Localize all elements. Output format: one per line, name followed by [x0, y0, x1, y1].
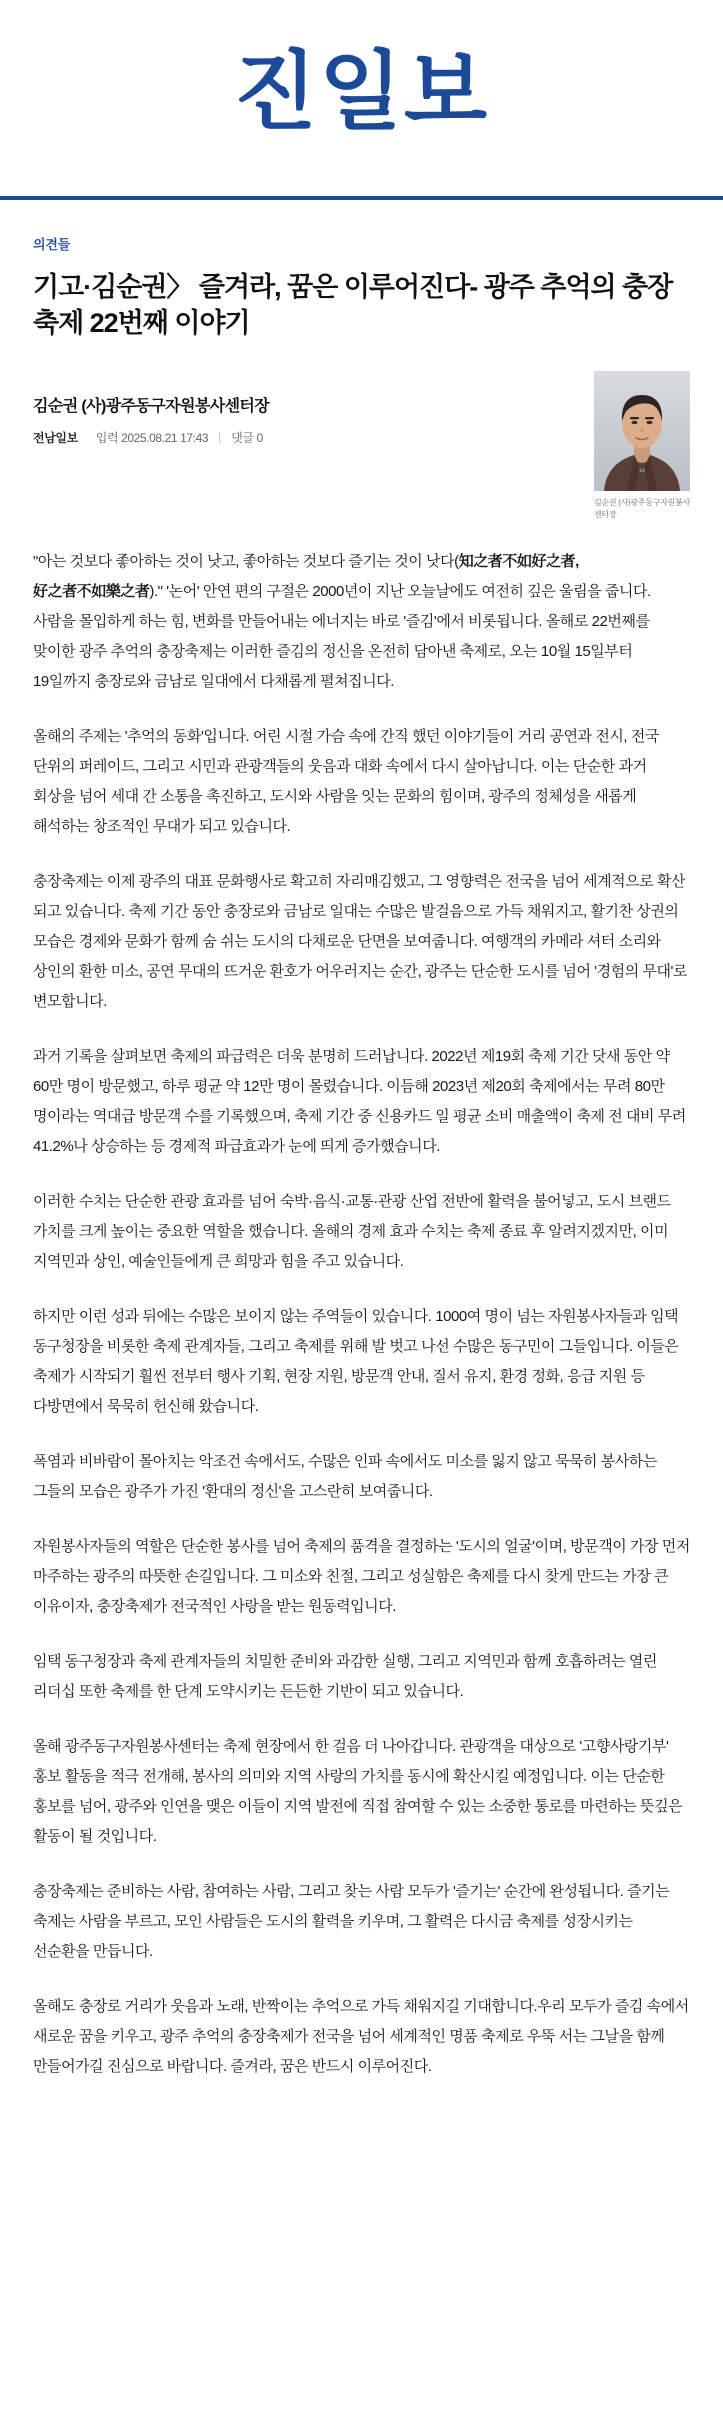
published-timestamp: 입력 2025.08.21 17:43	[95, 431, 209, 446]
portrait-illustration	[594, 371, 690, 491]
paragraph-text: 이러한 수치는 단순한 관광 효과를 넘어 숙박·음식·교통·관광 산업 전반에 활력을 불어넣고, 도시 브랜드 가치를 크게 높이는 중요한 역할을 했습니다. 올해의 경제 효과 수치는 축제 종료 후 알려지겠지만, 이미 지역민과 상인, 예술인들에게 큰 희망과 힘을 주고 있습니다.	[33, 1192, 671, 1270]
article-paragraph	[33, 1447, 690, 1507]
paragraph-text: 올해도 충장로 거리가 웃음과 노래, 반짝이는 추억으로 가득 채워지길 기대합니다.우리 모두가 즐김 속에서 새로운 꿈을 키우고, 광주 추억의 충장축제가 전국을 넘어 세계적인 명품 축제로 우뚝 서는 그날을 함께 만들어가길 진심으로 바랍니다. 즐겨라, 꿈은 반드시 이루어진다.	[33, 1997, 689, 2075]
article-meta	[33, 429, 580, 446]
page-title: 기고·김순권〉 즐겨라, 꿈은 이루어진다- 광주 추억의 충장축제 22번째 이야기	[33, 272, 673, 339]
paragraph-text: 올해의 주제는 '추억의 동화'입니다. 어린 시절 가슴 속에 간직 했던 이야기들이 거리 공연과 전시, 전국 단위의 퍼레이드, 그리고 시민과 관광객들의 웃음과 대화 속에서 다시 살아납니다. 이는 단순한 과거 회상을 넘어 세대 간 소통을 촉진하고, 도시와 사람을 잇는 문화의 힘이며, 광주의 정체성을 새롭게 해석하는 창조적인 무대가 되고 있습니다.	[33, 727, 659, 835]
article-paragraph	[33, 547, 690, 697]
comment-count[interactable]: 댓글 0	[231, 431, 263, 446]
paragraph-text: 과거 기록을 살펴보면 축제의 파급력은 더욱 분명히 드러납니다. 2022년 제19회 축제 기간 닷새 동안 약 60만 명이 방문했고, 하루 평균 약 12만 명이 몰렸습니다. 이듬해 2023년 제20회 축제에서는 무려 80만 명이라는 역대급 방문객 수를 기록했으며, 축제 기간 중 신용카드 일 평균 소비 매출액이 축제 전 대비 무려 41.2%나 상승하는 등 경제적 파급효과가 눈에 띄게 증가했습니다.	[33, 1047, 686, 1155]
paragraph-text: 충장축제는 준비하는 사람, 참여하는 사람, 그리고 찾는 사람 모두가 '즐기는' 순간에 완성됩니다. 즐기는 축제는 사람을 부르고, 모인 사람들은 도시의 활력을 키우며, 그 활력은 다시금 축제를 성장시키는 선순환을 만듭니다.	[33, 1882, 670, 1960]
article-paragraph	[33, 722, 690, 842]
outlet-name[interactable]: 전남일보	[33, 431, 78, 446]
paragraph-text: "아는 것보다 좋아하는 것이 낫고, 좋아하는 것보다 즐기는 것이 낫다(	[33, 552, 459, 570]
article-paragraph	[33, 1732, 690, 1852]
paragraph-text: 폭염과 비바람이 몰아치는 악조건 속에서도, 수많은 인파 속에서도 미소를 잃지 않고 묵묵히 봉사하는 그들의 모습은 광주가 가진 '환대의 정신'을 고스란히 보여줍니다.	[33, 1452, 657, 1500]
byline-text-block	[33, 371, 580, 446]
article-paragraph	[33, 1532, 690, 1622]
article-paragraphs	[33, 547, 690, 2082]
author-name: 김순권 (사)광주동구자원봉사센터장	[33, 398, 270, 416]
article-body	[0, 234, 723, 2122]
paragraph-text: 하지만 이런 성과 뒤에는 수많은 보이지 않는 주역들이 있습니다. 1000여 명이 넘는 자원봉사자들과 임택 동구청장을 비롯한 축제 관계자들, 그리고 축제를 위해 발 벗고 나선 수많은 동구민이 그들입니다. 이들은 축제가 시작되기 훨씬 전부터 행사 기획, 현장 지원, 방문객 안내, 질서 유지, 환경 정화, 응급 지원 등 다방면에서 묵묵히 헌신해 왔습니다.	[33, 1307, 679, 1415]
site-logo[interactable]: 진일보	[233, 44, 490, 140]
paragraph-text: 올해 광주동구자원봉사센터는 축제 현장에서 한 걸음 더 나아갑니다. 관광객을 대상으로 '고향사랑기부' 홍보 활동을 적극 전개해, 봉사의 의미와 지역 사랑의 가치를 동시에 확산시킬 예정입니다. 이는 단순한 홍보를 넘어, 광주와 인연을 맺은 이들이 지역 발전에 직접 참여할 수 있는 소중한 통로를 마련하는 뜻깊은 활동이 될 것입니다.	[33, 1737, 683, 1845]
paragraph-text: 자원봉사자들의 역할은 단순한 봉사를 넘어 축제의 품격을 결정하는 '도시의 얼굴'이며, 방문객이 가장 먼저 마주하는 광주의 따뜻한 손길입니다. 그 미소와 친절, 그리고 성실함은 축제를 다시 찾게 만드는 가장 큰 이유이자, 충장축제가 전국적인 사랑을 받는 원동력입니다.	[33, 1537, 690, 1615]
photo-caption: 김순권 (사)광주동구자원봉사 센터장	[594, 498, 690, 519]
paragraph-text: 충장축제는 이제 광주의 대표 문화행사로 확고히 자리매김했고, 그 영향력은 전국을 넘어 세계적으로 확산 되고 있습니다. 축제 기간 동안 충장로와 금남로 일대는 수많은 발걸음으로 가득 채워지고, 활기찬 상권의 모습은 경제와 문화가 함께 숨 쉬는 도시의 다채로운 단면을 보여줍니다. 여행객의 카메라 셔터 소리와 상인의 환한 미소, 공연 무대의 뜨거운 환호가 어우러지는 순간, 광주는 단순한 도시를 넘어 '경험의 무대'로 변모합니다.	[33, 872, 687, 1010]
article-paragraph	[33, 1187, 690, 1277]
article-paragraph	[33, 1042, 690, 1162]
meta-divider	[219, 432, 220, 443]
paragraph-text: )." '논어' 안연 편의 구절은 2000년이 지난 오늘날에도 여전히 깊은 울림을 줍니다. 사람을 몰입하게 하는 힘, 변화를 만들어내는 에너지는 바로 '즐김'에서 비롯됩니다. 올해로 22번째를 맞이한 광주 추억의 충장축제는 이러한 즐김의 정신을 온전히 담아낸 축제로, 오는 10월 15일부터 19일까지 충장로와 금남로 일대에서 다채롭게 펼쳐집니다.	[33, 582, 651, 690]
hanja-quote: 知之者不如好之者, 好之者不如樂之者	[33, 552, 579, 600]
article-paragraph	[33, 867, 690, 1017]
site-masthead	[0, 0, 723, 200]
article-paragraph	[33, 1877, 690, 1967]
article-paragraph	[33, 1992, 690, 2082]
author-portrait	[594, 371, 690, 491]
author-photo-block	[594, 371, 690, 520]
byline-row	[33, 371, 690, 520]
article-paragraph	[33, 1302, 690, 1422]
article-kicker[interactable]: 의견들	[33, 237, 71, 252]
paragraph-text: 임택 동구청장과 축제 관계자들의 치밀한 준비와 과감한 실행, 그리고 지역민과 함께 호흡하려는 열린 리더십 또한 축제를 한 단계 도약시키는 든든한 기반이 되고 있습니다.	[33, 1652, 657, 1700]
article-paragraph	[33, 1647, 690, 1707]
